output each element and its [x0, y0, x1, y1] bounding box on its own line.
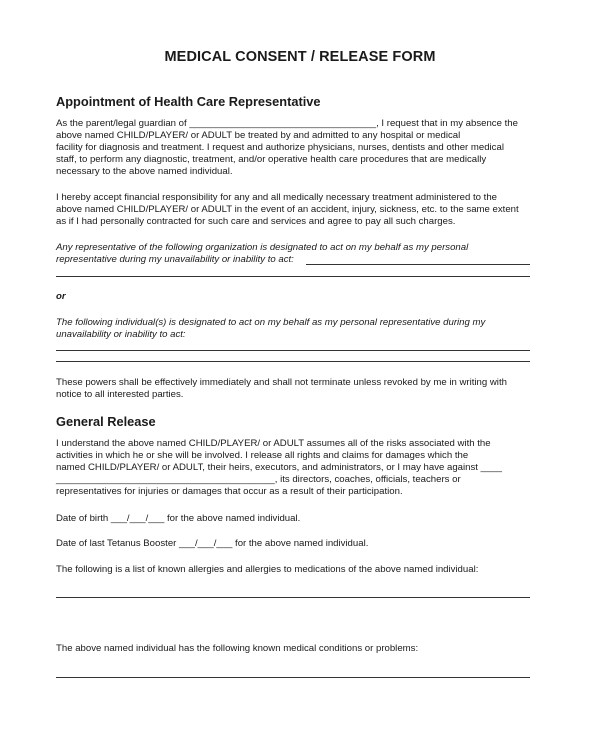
- medical-conditions-label: The above named individual has the following known medical conditions or problems:: [56, 643, 419, 654]
- individual-blank-line[interactable]: [56, 361, 530, 362]
- section-heading-general-release: General Release: [56, 414, 156, 429]
- date-of-birth-line[interactable]: Date of birth ___/___/___ for the above named individual.: [56, 513, 301, 524]
- text-line: unavailability or inability to act:: [56, 328, 186, 340]
- text-line: as if I had personally contracted for such care and services and agree to pay all such charges.: [56, 215, 456, 227]
- individual-representative-paragraph: [56, 317, 485, 341]
- text-line: These powers shall be effectively immediately and shall not terminate unless revoked by me in writing with: [56, 377, 507, 388]
- conditions-blank-line[interactable]: [56, 677, 530, 678]
- powers-paragraph: [56, 377, 507, 401]
- financial-responsibility-paragraph: [56, 192, 519, 228]
- text-line: activities in which he or she will be involved. I release all rights and claims for damages which the: [56, 449, 469, 461]
- organization-blank-line[interactable]: [56, 276, 530, 277]
- text-line: staff, to perform any diagnostic, treatment, and/or operative health care procedures that are medically: [56, 153, 487, 165]
- text-line: named CHILD/PLAYER/ or ADULT, their heirs, executors, and administrators, or I may have against ____: [56, 461, 502, 473]
- text-line: representative during my unavailability or inability to act:: [56, 253, 294, 265]
- organization-representative-paragraph: [56, 242, 468, 266]
- or-label: or: [56, 291, 66, 302]
- section-heading-appointment: Appointment of Health Care Representative: [56, 94, 321, 109]
- general-release-paragraph: [56, 438, 502, 498]
- tetanus-booster-line[interactable]: Date of last Tetanus Booster ___/___/___ for the above named individual.: [56, 538, 369, 549]
- text-line: As the parent/legal guardian of ___________________________________, I request that in my absence the: [56, 118, 518, 129]
- appointment-paragraph: [56, 118, 518, 178]
- allergies-label: The following is a list of known allergies and allergies to medications of the above named individual:: [56, 564, 479, 575]
- text-line: facility for diagnosis and treatment. I request and authorize physicians, nurses, dentists and other medical: [56, 141, 504, 153]
- individual-blank-line[interactable]: [56, 350, 530, 351]
- text-line: representatives for injuries or damages that occur as a result of their participation.: [56, 485, 403, 497]
- text-line: Any representative of the following organization is designated to act on my behalf as my personal: [56, 242, 469, 253]
- text-line: I hereby accept financial responsibility for any and all medically necessary treatment administered to the: [56, 192, 498, 203]
- text-line: I understand the above named CHILD/PLAYER/ or ADULT assumes all of the risks associated with the: [56, 438, 491, 449]
- text-line: The following individual(s) is designated to act on my behalf as my personal representative during my: [56, 317, 486, 328]
- allergies-blank-line[interactable]: [56, 597, 530, 598]
- text-line: _________________________________________, its directors, coaches, officials, teachers or: [56, 473, 461, 485]
- page-title: MEDICAL CONSENT / RELEASE FORM: [164, 49, 436, 65]
- text-line: notice to all interested parties.: [56, 388, 184, 400]
- text-line: above named CHILD/PLAYER/ or ADULT in the event of an accident, injury, sickness, etc. to the same extent: [56, 203, 519, 215]
- organization-name-line[interactable]: [306, 264, 530, 265]
- text-line: above named CHILD/PLAYER/ or ADULT be treated by and admitted to any hospital or medical: [56, 129, 461, 141]
- text-line: necessary to the above named individual.: [56, 165, 233, 177]
